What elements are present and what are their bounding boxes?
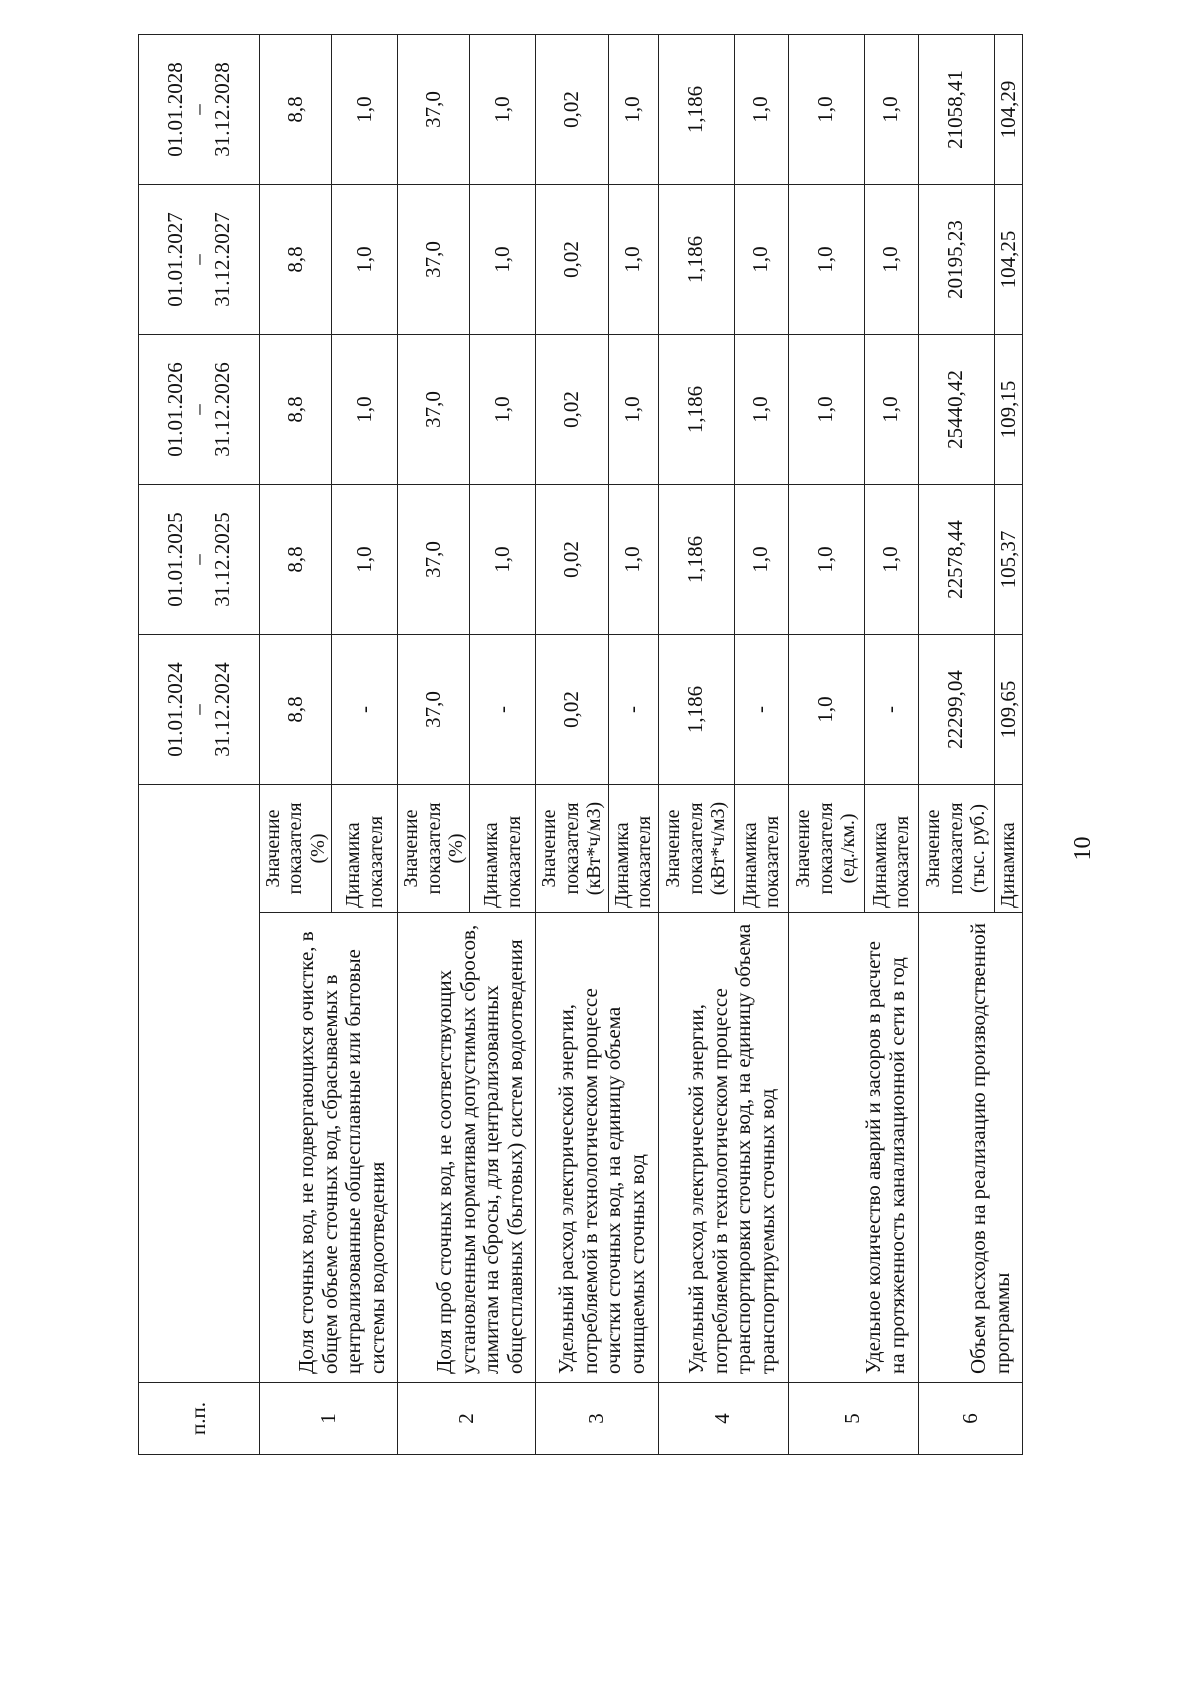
table-row — [398, 35, 470, 1455]
dynamics-label: Динамика — [994, 785, 1023, 913]
value-cell: 0,02 — [536, 635, 608, 785]
indicator-name: Доля проб сточных вод, не соответствующих установленным нормативам допустимых сбросов, лимитам на сбросы, для централизованных общесплавных (бытовых) систем водоотведения — [398, 913, 536, 1383]
period-header: 01.01.2024 – 31.12.2024 — [139, 635, 260, 785]
dynamics-cell: 1,0 — [608, 485, 658, 635]
period-header: 01.01.2025 – 31.12.2025 — [139, 485, 260, 635]
dynamics-cell: 104,29 — [994, 35, 1023, 185]
value-cell: 37,0 — [398, 335, 470, 485]
value-cell: 1,0 — [788, 485, 864, 635]
value-label: Значение показателя (ед./км.) — [788, 785, 864, 913]
value-cell: 1,0 — [788, 635, 864, 785]
value-label: Значение показателя (тыс. руб.) — [918, 785, 994, 913]
value-cell: 1,186 — [658, 185, 734, 335]
dynamics-cell: 1,0 — [332, 485, 398, 635]
table-body — [260, 35, 1023, 1455]
dynamics-cell: 1,0 — [332, 35, 398, 185]
row-number: 1 — [260, 1383, 398, 1455]
dynamics-cell: 104,25 — [994, 185, 1023, 335]
indicator-name: Объем расходов на реализацию производственной программы — [918, 913, 1023, 1383]
dynamics-label: Динамика показателя — [332, 785, 398, 913]
value-cell: 25440,42 — [918, 335, 994, 485]
value-cell: 1,186 — [658, 635, 734, 785]
dynamics-cell: 1,0 — [864, 485, 918, 635]
dynamics-cell: - — [332, 635, 398, 785]
dynamics-cell: 1,0 — [470, 335, 536, 485]
dynamics-cell: 105,37 — [994, 485, 1023, 635]
value-cell: 8,8 — [260, 35, 332, 185]
value-label: Значение показателя (кВт*ч/м3) — [536, 785, 608, 913]
dynamics-label: Динамика показателя — [608, 785, 658, 913]
table-row — [918, 35, 994, 1455]
dynamics-cell: 1,0 — [734, 485, 788, 635]
value-cell: 37,0 — [398, 35, 470, 185]
row-number: 3 — [536, 1383, 658, 1455]
indicator-column-header — [139, 785, 260, 1383]
table-header — [139, 35, 260, 1455]
table-row — [536, 35, 608, 1455]
dynamics-cell: 1,0 — [332, 185, 398, 335]
table-row — [788, 35, 864, 1455]
value-cell: 1,0 — [788, 185, 864, 335]
dynamics-label: Динамика показателя — [864, 785, 918, 913]
indicator-name: Удельный расход электрической энергии, потребляемой в технологическом процессе очистки сточных вод, на единицу объема очищаемых сточных вод — [536, 913, 658, 1383]
value-cell: 1,0 — [788, 335, 864, 485]
value-cell: 1,186 — [658, 35, 734, 185]
value-cell: 0,02 — [536, 185, 608, 335]
indicators-table — [138, 34, 1023, 1455]
value-cell: 8,8 — [260, 185, 332, 335]
value-cell: 1,186 — [658, 335, 734, 485]
value-label: Значение показателя (кВт*ч/м3) — [658, 785, 734, 913]
dynamics-label: Динамика показателя — [470, 785, 536, 913]
dynamics-cell: 1,0 — [864, 35, 918, 185]
dynamics-cell: - — [470, 635, 536, 785]
row-number: 4 — [658, 1383, 788, 1455]
dynamics-cell: 1,0 — [470, 185, 536, 335]
dynamics-cell: 1,0 — [470, 485, 536, 635]
dynamics-cell: 1,0 — [734, 35, 788, 185]
row-number: 2 — [398, 1383, 536, 1455]
page-number: 10 — [1070, 836, 1096, 861]
value-cell: 22578,44 — [918, 485, 994, 635]
indicator-name: Удельный расход электрической энергии, потребляемой в технологическом процессе транспортировки сточных вод, на единицу объема транспортируемых сточных вод — [658, 913, 788, 1383]
value-cell: 0,02 — [536, 35, 608, 185]
table-row — [658, 35, 734, 1455]
period-header: 01.01.2027 – 31.12.2027 — [139, 185, 260, 335]
indicator-name: Доля сточных вод, не подвергающихся очистке, в общем объеме сточных вод, сбрасываемых в централизованные общесплавные или бытовые системы водоотведения — [260, 913, 398, 1383]
value-cell: 1,0 — [788, 35, 864, 185]
value-cell: 1,186 — [658, 485, 734, 635]
period-header: 01.01.2026 – 31.12.2026 — [139, 335, 260, 485]
value-cell: 21058,41 — [918, 35, 994, 185]
dynamics-cell: - — [608, 635, 658, 785]
dynamics-cell: 1,0 — [864, 335, 918, 485]
dynamics-cell: - — [864, 635, 918, 785]
row-number: 5 — [788, 1383, 918, 1455]
dynamics-cell: 1,0 — [470, 35, 536, 185]
period-header: 01.01.2028 – 31.12.2028 — [139, 35, 260, 185]
dynamics-cell: 1,0 — [608, 185, 658, 335]
value-cell: 37,0 — [398, 635, 470, 785]
dynamics-cell: 1,0 — [332, 335, 398, 485]
dynamics-label: Динамика показателя — [734, 785, 788, 913]
indicator-name: Удельное количество аварий и засоров в расчете на протяженность канализационной сети в год — [788, 913, 918, 1383]
row-number: 6 — [918, 1383, 1023, 1455]
num-column-header: п.п. — [139, 1383, 260, 1455]
value-cell: 37,0 — [398, 485, 470, 635]
dynamics-cell: 109,15 — [994, 335, 1023, 485]
table-row — [260, 35, 332, 1455]
dynamics-cell: 1,0 — [734, 185, 788, 335]
value-label: Значение показателя (%) — [260, 785, 332, 913]
value-cell: 8,8 — [260, 485, 332, 635]
dynamics-cell: - — [734, 635, 788, 785]
value-cell: 0,02 — [536, 335, 608, 485]
dynamics-cell: 1,0 — [864, 185, 918, 335]
dynamics-cell: 1,0 — [608, 335, 658, 485]
value-cell: 0,02 — [536, 485, 608, 635]
value-cell: 20195,23 — [918, 185, 994, 335]
value-cell: 8,8 — [260, 335, 332, 485]
dynamics-cell: 1,0 — [608, 35, 658, 185]
value-cell: 8,8 — [260, 635, 332, 785]
value-label: Значение показателя (%) — [398, 785, 470, 913]
value-cell: 37,0 — [398, 185, 470, 335]
dynamics-cell: 1,0 — [734, 335, 788, 485]
dynamics-cell: 109,65 — [994, 635, 1023, 785]
value-cell: 22299,04 — [918, 635, 994, 785]
